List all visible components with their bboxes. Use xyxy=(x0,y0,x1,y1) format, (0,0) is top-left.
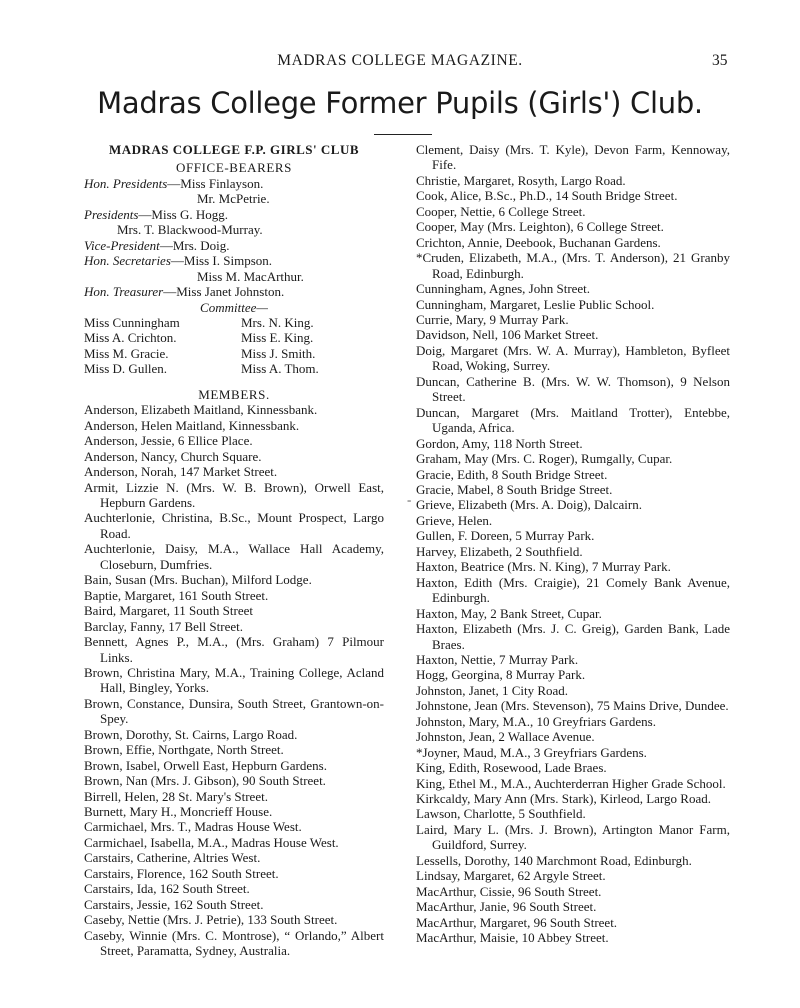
member-entry: Carstairs, Catherine, Altries West. xyxy=(84,850,261,866)
office-label: Vice-President xyxy=(84,237,160,253)
office-bearer-continuation: Mr. McPetrie. xyxy=(197,191,270,207)
office-name: —Mrs. Doig. xyxy=(159,237,230,253)
member-entry: *Cruden, Elizabeth, M.A., (Mrs. T. Anderson), 21 Granby Road, Edinburgh. xyxy=(416,250,730,281)
member-entry: Johnston, Janet, 1 City Road. xyxy=(416,682,569,698)
office-bearers-heading: OFFICE-BEARERS xyxy=(175,160,293,176)
office-bearer-line xyxy=(84,207,384,222)
club-heading: MADRAS COLLEGE F.P. GIRLS' CLUB xyxy=(108,142,360,157)
members-list-left xyxy=(84,402,384,958)
member-entry: Anderson, Elizabeth Maitland, Kinnessbank. xyxy=(84,402,318,418)
member-entry: Brown, Nan (Mrs. J. Gibson), 90 South Street. xyxy=(84,773,326,789)
member-entry: Brown, Effie, Northgate, North Street. xyxy=(84,742,284,758)
member-entry: Carstairs, Jessie, 162 South Street. xyxy=(84,896,264,912)
member-entry: Brown, Isabel, Orwell East, Hepburn Gardens. xyxy=(84,757,327,773)
office-bearer-continuation: Miss M. MacArthur. xyxy=(197,268,304,284)
committee-member: Miss J. Smith. xyxy=(241,345,316,361)
page-number: 35 xyxy=(712,52,728,69)
member-entry: Baird, Margaret, 11 South Street xyxy=(84,603,253,619)
member-entry: Brown, Constance, Dunsira, South Street, Grantown-on-Spey. xyxy=(84,695,384,727)
office-name: —Miss Finlayson. xyxy=(167,175,264,191)
margin-mark: - xyxy=(407,492,412,507)
member-entry: Carmichael, Isabella, M.A., Madras House West. xyxy=(84,834,339,850)
office-bearer-continuation: Mrs. T. Blackwood-Murray. xyxy=(117,222,263,238)
member-entry: Anderson, Norah, 147 Market Street. xyxy=(84,464,278,480)
member-entry: Grieve, Helen. xyxy=(416,512,493,528)
member-entry: Haxton, Beatrice (Mrs. N. King), 7 Murray Park. xyxy=(416,559,671,575)
member-entry: Graham, May (Mrs. C. Roger), Rumgally, Cupar. xyxy=(416,451,673,467)
office-bearer-line xyxy=(84,253,384,268)
office-label: Presidents xyxy=(84,206,139,222)
running-header xyxy=(0,52,800,74)
office-label: Hon. Presidents xyxy=(84,175,168,191)
member-entry: Currie, Mary, 9 Murray Park. xyxy=(416,311,569,327)
member-entry: Lindsay, Margaret, 62 Argyle Street. xyxy=(416,868,606,884)
member-entry: Gracie, Edith, 8 South Bridge Street. xyxy=(416,466,608,482)
member-entry: Burnett, Mary H., Moncrieff House. xyxy=(84,804,273,820)
member-entry: Armit, Lizzie N. (Mrs. W. B. Brown), Orwell East, Hepburn Gardens. xyxy=(84,479,384,510)
committee-heading: Committee— xyxy=(200,299,268,315)
member-entry: Kirkcaldy, Mary Ann (Mrs. Stark), Kirleod, Largo Road. xyxy=(416,791,711,807)
member-entry: Bain, Susan (Mrs. Buchan), Milford Lodge. xyxy=(84,572,312,588)
members-heading: MEMBERS. xyxy=(198,386,270,402)
member-entry: Baptie, Margaret, 161 South Street. xyxy=(84,587,269,603)
member-entry: Lawson, Charlotte, 5 Southfield. xyxy=(416,806,586,822)
member-entry: MacArthur, Cissie, 96 South Street. xyxy=(416,883,602,899)
committee-member: Miss Cunningham xyxy=(84,314,180,330)
office-bearers-list xyxy=(84,176,384,300)
member-entry: Carmichael, Mrs. T., Madras House West. xyxy=(84,819,302,835)
member-entry: Brown, Dorothy, St. Cairns, Largo Road. xyxy=(84,726,298,742)
member-entry: Gordon, Amy, 118 North Street. xyxy=(416,435,583,451)
title-divider xyxy=(374,134,432,135)
member-entry: Cook, Alice, B.Sc., Ph.D., 14 South Bridge Street. xyxy=(416,188,678,204)
office-label: Hon. Secretaries xyxy=(84,253,171,269)
member-entry: Cunningham, Margaret, Leslie Public School. xyxy=(416,296,655,312)
member-entry: Birrell, Helen, 28 St. Mary's Street. xyxy=(84,788,268,804)
member-entry: Haxton, Nettie, 7 Murray Park. xyxy=(416,651,579,667)
member-entry: Barclay, Fanny, 17 Bell Street. xyxy=(84,618,243,634)
member-entry: Bennett, Agnes P., M.A., (Mrs. Graham) 7 Pilmour Links. xyxy=(84,634,384,665)
member-entry: Caseby, Nettie (Mrs. J. Petrie), 133 South Street. xyxy=(84,912,338,928)
member-entry: King, Ethel M., M.A., Auchterderran Higher Grade School. xyxy=(416,775,726,791)
committee-member: Mrs. N. King. xyxy=(241,314,314,330)
member-entry: Brown, Christina Mary, M.A., Training College, Acland Hall, Bingley, Yorks. xyxy=(84,664,384,696)
member-entry: King, Edith, Rosewood, Lade Braes. xyxy=(416,760,607,776)
member-entry: Cooper, May (Mrs. Leighton), 6 College Street. xyxy=(416,219,664,235)
member-entry: Doig, Margaret (Mrs. W. A. Murray), Hambleton, Byfleet Road, Woking, Surrey. xyxy=(416,342,730,374)
member-entry: Grieve, Elizabeth (Mrs. A. Doig), Dalcairn. xyxy=(416,497,642,513)
member-entry: Johnston, Jean, 2 Wallace Avenue. xyxy=(416,729,595,745)
member-entry: Harvey, Elizabeth, 2 Southfield. xyxy=(416,543,583,559)
member-entry: Hogg, Georgina, 8 Murray Park. xyxy=(416,667,586,683)
member-entry: MacArthur, Margaret, 96 South Street. xyxy=(416,914,618,930)
committee-member: Miss A. Thom. xyxy=(241,361,319,377)
member-entry: Clement, Daisy (Mrs. T. Kyle), Devon Farm, Kennoway, Fife. xyxy=(416,142,730,173)
right-column xyxy=(416,142,730,946)
office-name: —Miss Janet Johnston. xyxy=(163,284,285,300)
page-title: Madras College Former Pupils (Girls') Club. xyxy=(97,86,703,120)
member-entry: Haxton, Edith (Mrs. Craigie), 21 Comely Bank Avenue, Edinburgh. xyxy=(416,574,730,606)
running-title: MADRAS COLLEGE MAGAZINE. xyxy=(277,52,523,69)
member-entry: Lessells, Dorothy, 140 Marchmont Road, Edinburgh. xyxy=(416,852,692,868)
member-entry: Anderson, Helen Maitland, Kinnessbank. xyxy=(84,417,300,433)
office-label: Hon. Treasurer xyxy=(84,284,164,300)
member-entry: Duncan, Catherine B. (Mrs. W. W. Thomson), 9 Nelson Street. xyxy=(416,373,730,405)
member-entry: Duncan, Margaret (Mrs. Maitland Trotter), Entebbe, Uganda, Africa. xyxy=(416,404,730,436)
committee-list xyxy=(84,315,384,377)
member-entry: Johnston, Mary, M.A., 10 Greyfriars Gardens. xyxy=(416,713,656,729)
member-entry: Johnstone, Jean (Mrs. Stevenson), 75 Mains Drive, Dundee. xyxy=(416,698,729,714)
office-name: —Miss I. Simpson. xyxy=(170,253,273,269)
left-column xyxy=(84,142,384,959)
member-entry: Gullen, F. Doreen, 5 Murray Park. xyxy=(416,528,595,544)
committee-member: Miss D. Gullen. xyxy=(84,361,168,377)
member-entry: Carstairs, Ida, 162 South Street. xyxy=(84,881,250,897)
member-entry: Cunningham, Agnes, John Street. xyxy=(416,281,591,297)
member-entry: Cooper, Nettie, 6 College Street. xyxy=(416,203,586,219)
committee-member: Miss A. Crichton. xyxy=(84,330,177,346)
members-list-right xyxy=(416,142,730,946)
member-entry: Auchterlonie, Daisy, M.A., Wallace Hall Academy, Closeburn, Dumfries. xyxy=(84,541,384,572)
committee-member: Miss M. Gracie. xyxy=(84,345,169,361)
member-entry: Caseby, Winnie (Mrs. C. Montrose), “ Orlando,” Albert Street, Paramatta, Sydney, Australia. xyxy=(84,927,384,959)
office-bearer-line xyxy=(84,176,384,191)
member-entry: Anderson, Jessie, 6 Ellice Place. xyxy=(84,433,253,449)
member-entry: Carstairs, Florence, 162 South Street. xyxy=(84,865,279,881)
member-entry: Gracie, Mabel, 8 South Bridge Street. xyxy=(416,481,613,497)
member-entry: Davidson, Nell, 106 Market Street. xyxy=(416,327,599,343)
member-entry: MacArthur, Maisie, 10 Abbey Street. xyxy=(416,930,609,946)
office-name: —Miss G. Hogg. xyxy=(138,206,228,222)
member-entry: Laird, Mary L. (Mrs. J. Brown), Artington Manor Farm, Guildford, Surrey. xyxy=(416,821,730,853)
committee-member: Miss E. King. xyxy=(241,330,314,346)
member-entry: Haxton, May, 2 Bank Street, Cupar. xyxy=(416,605,602,621)
member-entry: Christie, Margaret, Rosyth, Largo Road. xyxy=(416,172,626,188)
member-entry: Haxton, Elizabeth (Mrs. J. C. Greig), Garden Bank, Lade Braes. xyxy=(416,621,730,652)
member-entry: Anderson, Nancy, Church Square. xyxy=(84,448,262,464)
member-entry: MacArthur, Janie, 96 South Street. xyxy=(416,899,597,915)
member-entry: Auchterlonie, Christina, B.Sc., Mount Prospect, Largo Road. xyxy=(84,510,384,541)
office-bearer-line xyxy=(84,238,384,253)
member-entry: Crichton, Annie, Deebook, Buchanan Gardens. xyxy=(416,234,661,250)
member-entry: *Joyner, Maud, M.A., 3 Greyfriars Gardens. xyxy=(416,744,647,760)
office-bearer-line xyxy=(84,284,384,299)
